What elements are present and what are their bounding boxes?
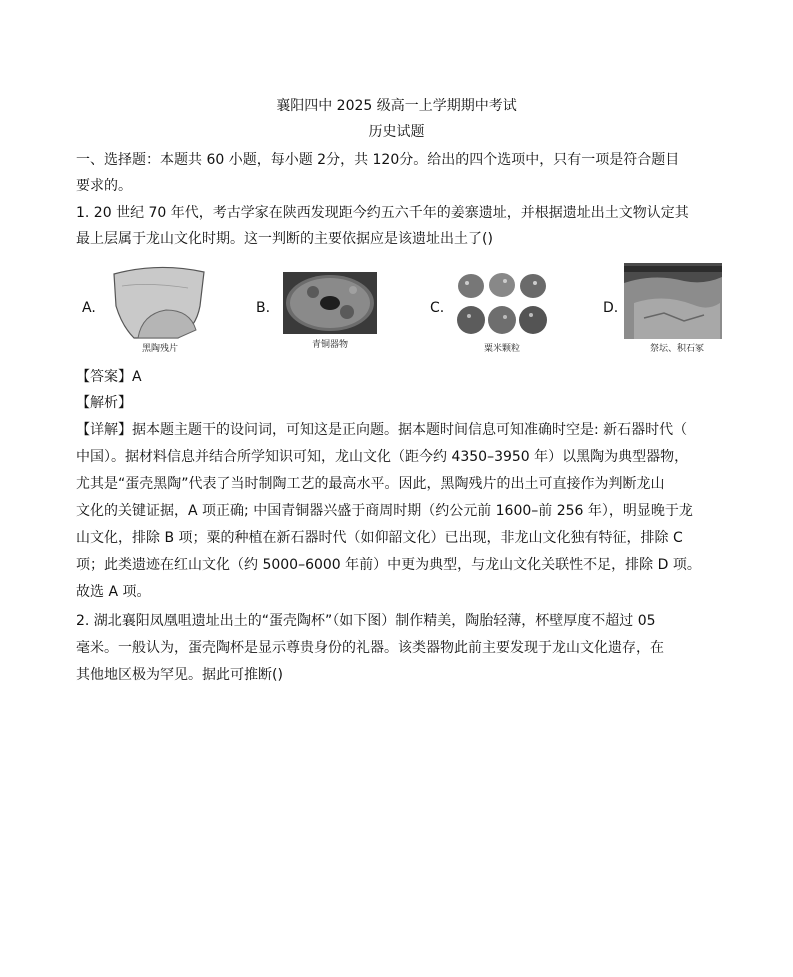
q1-explain-line2: 中国）。据材料信息并结合所学知识可知，龙山文化（距今约 4350–3950 年）以黑陶为典型器物， [76, 449, 689, 465]
option-d-letter: D. [603, 300, 619, 316]
exam-subject: 历史试题 [368, 124, 425, 140]
q1-stem-line2: 最上层属于龙山文化时期。这一判断的主要依据应是该遗址出土了() [76, 231, 493, 247]
option-c-caption: 粟米颗粒 [483, 344, 520, 354]
option-b-image [283, 272, 377, 334]
q1-answer: 【答案】A [76, 369, 142, 385]
q2-stem-line3: 其他地区极为罕见。据此可推断() [76, 667, 283, 683]
q1-explain-line7: 故选 A 项。 [76, 584, 151, 600]
q1-explain-line3: 尤其是“蛋壳黑陶”代表了当时制陶工艺的最高水平。因此，黑陶残片的出土可直接作为判断龙山 [76, 476, 665, 492]
q1-explain-line6: 项；此类遗迹在红山文化（约 5000–6000 年前）中更为典型，与龙山文化关联性不足，排除 D 项。 [76, 557, 701, 573]
option-b-letter: B. [256, 300, 271, 316]
option-b-caption: 青铜器物 [311, 340, 348, 350]
q1-analysis-label: 【解析】 [76, 395, 132, 411]
q1-explain-line4: 文化的关键证据，A 项正确; 中国青铜器兴盛于商周时期（约公元前 1600–前 256 年），明显晚于龙 [76, 503, 693, 519]
option-d-caption: 祭坛、积石冢 [649, 344, 704, 354]
section-heading-line1: 一、选择题：本题共 60 小题，每小题 2分，共 120分。给出的四个选项中，只有一项是符合题目 [76, 152, 680, 168]
option-d-image [624, 263, 722, 339]
q1-explain-line1: 【详解】据本题主题干的设问词，可知这是正向题。据本题时间信息可知准确时空是: 新石器时代（ [76, 422, 688, 438]
option-c-image [455, 271, 549, 337]
q1-explain-line5: 山文化，排除 B 项；粟的种植在新石器时代（如仰韶文化）已出现，非龙山文化独有特征，排除 C [76, 530, 683, 546]
option-c-letter: C. [430, 300, 445, 316]
q1-stem-line1: 1. 20 世纪 70 年代，考古学家在陕西发现距今约五六千年的姜寨遗址，并根据遗址出土文物认定其 [76, 205, 689, 221]
exam-title: 襄阳四中 2025 级高一上学期期中考试 [276, 98, 517, 114]
option-a-image [108, 266, 210, 342]
q2-stem-line2: 毫米。一般认为，蛋壳陶杯是显示尊贵身份的礼器。该类器物此前主要发现于龙山文化遗存，在 [76, 640, 664, 656]
section-heading-line2: 要求的。 [76, 178, 132, 194]
option-a-letter: A. [82, 300, 96, 316]
q2-stem-line1: 2. 湖北襄阳凤凰咀遗址出土的“蛋壳陶杯”（如下图）制作精美，陶胎轻薄，杯壁厚度不超过 05 [76, 613, 656, 629]
option-a-caption: 黑陶残片 [141, 344, 178, 354]
